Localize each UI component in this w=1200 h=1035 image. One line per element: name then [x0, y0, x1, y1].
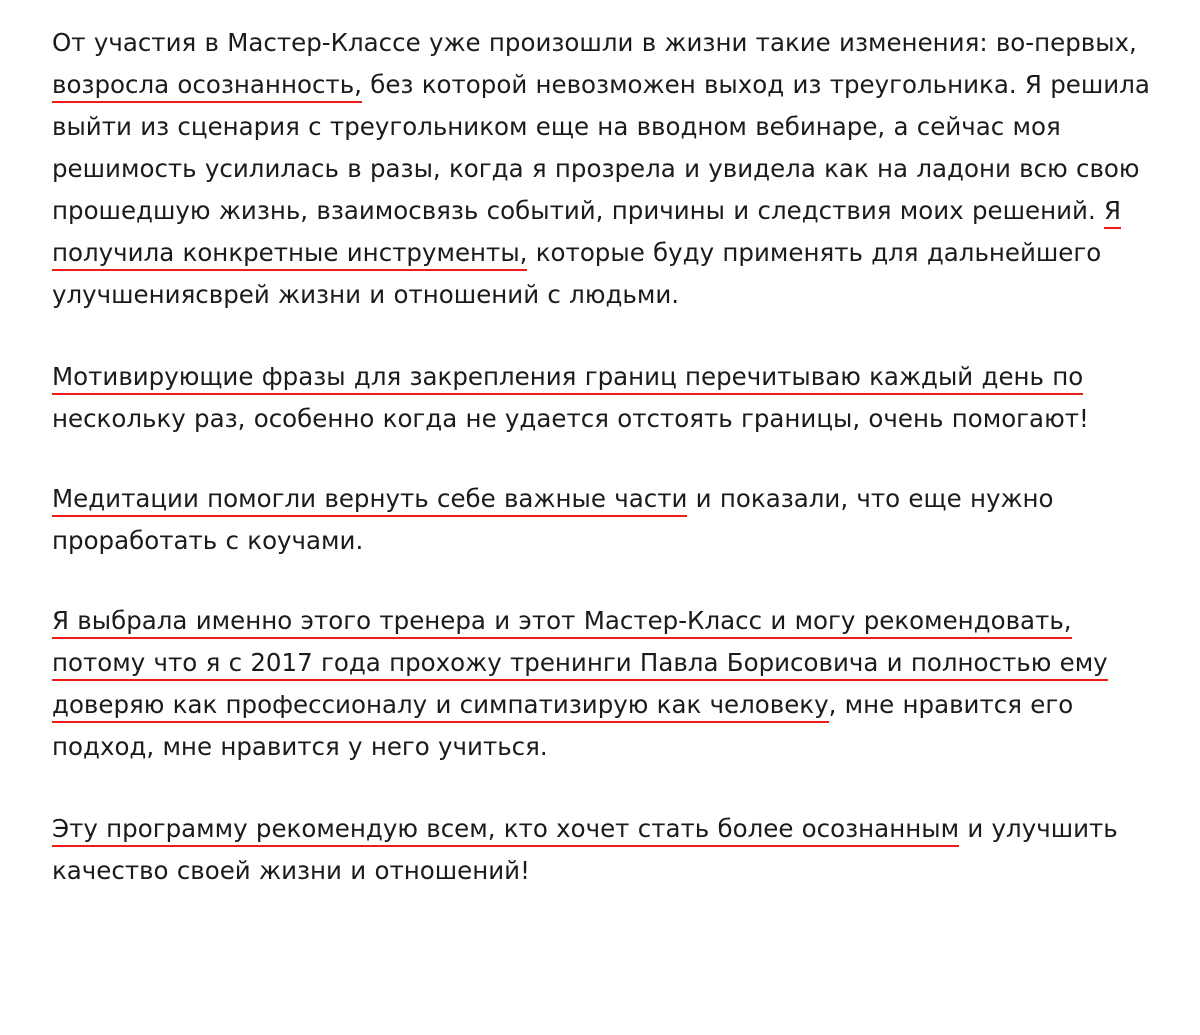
paragraph-2 — [52, 356, 1160, 440]
highlighted-text-run: Эту программу рекомендую всем, кто хочет стать более осознанным — [52, 814, 959, 847]
paragraph-4 — [52, 600, 1160, 768]
text-run: без которой невозможен выход из треугольника. Я решила выйти из сценария с треугольником еще на вводном вебинаре, а сейчас моя решимость усилилась в разы, когда я прозрела и увидела как на ладони всю свою прошедшую жизнь, взаимосвязь событий, причины и следствия моих решений. — [52, 70, 1150, 225]
highlighted-text-run: Мотивирующие фразы для закрепления границ перечитываю каждый день по — [52, 362, 1083, 395]
highlighted-text-run: Я получила конкретные инструменты, — [52, 196, 1121, 271]
highlighted-text-run: Я выбрала именно этого тренера и этот Мастер-Класс и могу рекомендовать, потому что я с 2017 года прохожу тренинги Павла Борисовича и полностью ему доверяю как профессионалу и симпатизирую как человеку — [52, 606, 1108, 723]
paragraph-5 — [52, 808, 1160, 892]
text-run: нескольку раз, особенно когда не удается отстоять границы, очень помогают! — [52, 404, 1089, 433]
text-run: которые буду применять для дальнейшего улучшениясврей жизни и отношений с людьми. — [52, 238, 1102, 309]
highlighted-text-run: возросла осознанность, — [52, 70, 362, 103]
paragraph-1 — [52, 22, 1160, 316]
highlighted-text-run: Медитации помогли вернуть себе важные части — [52, 484, 687, 517]
text-run: и улучшить качество своей жизни и отношений! — [52, 814, 1118, 885]
text-run: От участия в Мастер-Классе уже произошли в жизни такие изменения: во-первых, — [52, 28, 1137, 57]
text-run: , мне нравится его подход, мне нравится у него учиться. — [52, 690, 1074, 761]
text-run: и показали, что еще нужно проработать с коучами. — [52, 484, 1054, 555]
paragraph-3 — [52, 478, 1160, 562]
